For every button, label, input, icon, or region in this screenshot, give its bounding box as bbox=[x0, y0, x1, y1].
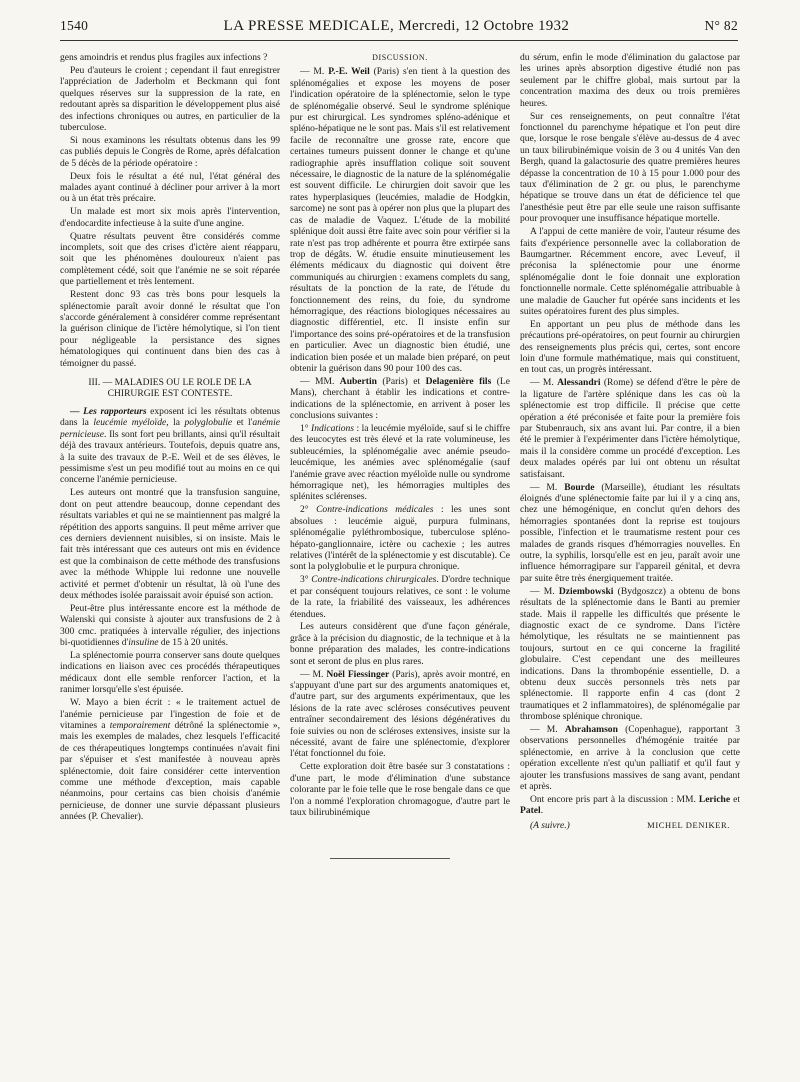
text-run: — M. bbox=[530, 724, 565, 736]
paragraph bbox=[290, 669, 510, 760]
column-1 bbox=[60, 52, 280, 1062]
section-title-line-1: III. — MALADIES OU LE ROLE DE LA bbox=[88, 376, 252, 388]
text-run: temporairement bbox=[109, 719, 171, 731]
text-run: exposent ici les résultats obtenus dans la bbox=[60, 405, 280, 429]
paragraph bbox=[290, 574, 510, 620]
article-columns bbox=[60, 52, 740, 1062]
paragraph: En apportant un peu plus de méthode dans les précautions pré-opératoires, on peut fournir au chirurgien des renseignements plus précis qui, certes, sont encore loin d'une formule mathématique, mais qui constituent, en tout cas, un progrès intéressant. bbox=[520, 318, 740, 376]
paragraph: Un malade est mort six mois après l'intervention, d'endocardite infectieuse à la suite d'une angine. bbox=[60, 206, 280, 229]
issue-number: N° 82 bbox=[704, 18, 738, 33]
speaker-name: Abrahamson bbox=[564, 724, 618, 736]
text-run: — M. bbox=[530, 585, 559, 597]
text-run: (Bydgoszcz) a obtenu de bons résultats de la splénectomie dans le Banti au premier stade. Mais il rappelle les difficultés que présente le diagnostic exact de ce syndrome. Dans l'ictère hémolytique, les résultats ne se maintiennent pas toujours, surtout en ce qui concerne la fragilité globulaire. C'est cependant une des meilleures indications. Dans la thrombopénie essentielle, D. a obtenu deux succès personnels très nets par splénectomie. Il rapporte enfin 4 cas (dont 2 traumatiques et 2 inflammatoires), de splénomégalie par thrombose splénique chronique. bbox=[520, 585, 740, 723]
text-run: (Le Mans), cherchant à établir les indications et contre-indications de la splénectomie, en arrivent à poser les conclusions suivantes : bbox=[290, 375, 510, 422]
issue-date: Mercredi, 12 Octobre 1932 bbox=[398, 18, 570, 34]
text-run: polyglobulie bbox=[184, 417, 233, 429]
text-run: — M. bbox=[300, 668, 327, 680]
paragraph bbox=[60, 697, 280, 822]
text-run: — M. bbox=[300, 66, 329, 78]
text-run: — MM. bbox=[300, 375, 340, 387]
section-title-line-2: CHIRURGIE EST CONTESTE. bbox=[107, 387, 233, 399]
paragraph: Cette exploration doit être basée sur 3 constatations : d'une part, le mode d'élimination d'une substance colorante par le foie telle que le rose bengale dans ce que l'on a nommé l'exploration chromagogue, d'autre part le taux bilirubinémique bbox=[290, 761, 510, 818]
page-header bbox=[60, 18, 738, 41]
paragraph bbox=[520, 482, 740, 585]
lead-in: — Les rapporteurs bbox=[70, 405, 147, 417]
journal-title: LA PRESSE MEDICALE, bbox=[223, 18, 395, 34]
paragraph: Sur ces renseignements, on peut connaître l'état fonctionnel du parenchyme hépatique et l'on peut dire que, lorsque le rose bengale s'élève au-dessus de 4 avec un taux bilirubinémique voisin de 3 ou 4 unités Van den Bergh, quand la galactosurie des quatre premières heures dépasse la concentration de 10 à 15 pour 1.000 pour des taux d'élimination de 2 gr. ou plus, le parenchyme hépatique se trouve dans un état de déficience tel que l'anesthésie peut être par elle seule une raison suffisante pour provoquer une insuffisance hépatique mortelle. bbox=[520, 110, 740, 225]
speaker-name: Dziembowski bbox=[558, 585, 614, 597]
text-run: (Paris) s'en tient à la question des splénomégalies et expose les moyens de poser l'indication opératoire de la splénectomie, selon le type de splénomégalie observé. Seul le syndrome splénique pur est chirurgical. Les syndromes spléno-adénique et spléno-hépatique ne le sont pas. Mais s'il est relativement facile de reconnaître une grosse rate, encore que certaines tumeurs puissent donner le change et qu'une radiographie après insufflation colique soit souvent nécessaire, le diagnostic de la nature de la splénomégalie est souvent difficile. Le chirurgien doit savoir que les rates hyperplasiques (leucémies, maladie de Hodgkin, sarcome) ne sont pas à opérer non plus que la plupart des cas de maladie de Vaquez. L'étude de la mobilité splénique doit aussi être faite avec soin pour vérifier si la rate n'est pas trop adhérente et pourra être extirpée sans trop de dégâts. W. étudie ensuite minutieusement les éléments médicaux du diagnostic qui doivent être communiqués au chirurgien : examens complets du sang, résultats de la ponction de la rate, de l'étude du fonctionnement des reins, du foie, du syndrome hémorragique, des réactions biologiques nécessaires au diagnostic différentiel, etc. Il insiste enfin sur l'importance des soins pré-opératoires et de la transfusion en particulier. Avec un diagnostic bien étudié, une indication bien posée et un malade bien préparé, on peut obtenir la guérison dans 90 pour 100 des cas. bbox=[290, 66, 510, 374]
text-run: (Paris), après avoir montré, en s'appuyant d'une part sur des arguments anatomiques et, d'autre part, sur des arguments expérimentaux, que les lésions de la rate avec scléroses consécutives peuvent entraîner secondairement des lésions dégénératives du foie suivies ou non de scléroses extensives, insiste sur la nécessité, avant de faire une splénectomie, d'explorer l'état fonctionnel du foie. bbox=[290, 668, 510, 760]
paragraph bbox=[520, 794, 740, 817]
author-signature: MICHEL DENIKER. bbox=[647, 819, 730, 830]
text-run: et bbox=[730, 794, 740, 805]
discussion-heading: DISCUSSION. bbox=[372, 53, 428, 62]
speaker-name: Patel bbox=[520, 805, 541, 817]
paragraph: Si nous examinons les résultats obtenus dans les 99 cas publiés depuis le Congrès de Rome, après défalcation de 5 décès de la période opératoire : bbox=[60, 134, 280, 169]
text-run: W. Mayo a bien écrit : « le traitement actuel de l'anémie pernicieuse par l'ingestion de foie et de vitamines a bbox=[60, 697, 280, 731]
column-3 bbox=[520, 52, 740, 1062]
paragraph: A l'appui de cette manière de voir, l'auteur résume des faits d'expérience personnelle avec la collaboration de Baumgartner. Récemment encore, avec Leveuf, il préconisa la splénectomie pour une énorme splénomégalie dont le foie donnait une exploration fonctionnelle normale. Cette splénomégalie attribuable à une maladie de Gaucher fut opérée sans incidents et les suites opératoires furent des plus simples. bbox=[520, 226, 740, 317]
text-run: — M. bbox=[530, 377, 558, 389]
text-run: Ont encore pris part à la discussion : MM. bbox=[530, 794, 699, 805]
text-run: 2° bbox=[300, 504, 317, 516]
paragraph bbox=[60, 603, 280, 649]
paragraph bbox=[520, 377, 740, 480]
text-run: Contre-indications chirurgicales bbox=[311, 574, 437, 586]
paragraph bbox=[290, 423, 510, 503]
column-2 bbox=[290, 52, 510, 1062]
paragraph bbox=[290, 504, 510, 572]
paragraph bbox=[520, 586, 740, 723]
speaker-name: Leriche bbox=[698, 794, 731, 805]
text-run: Peut-être plus intéressante encore est la méthode de Walenski qui consiste à ajouter aux transfusions de 2 à 300 cmc. pratiquées à intervalle régulier, des injections bi-quotidiennes d' bbox=[60, 602, 280, 649]
section-title bbox=[60, 377, 280, 399]
speaker-name: Bourde bbox=[564, 481, 595, 493]
text-run: . D'ordre technique et par conséquent toujours relatives, ce sont : le volume de la rate, la friabilité des vaisseaux, les adhérences étendues. bbox=[290, 574, 510, 620]
text-run: . Ils sont fort peu brillants, ainsi qu'il résultait déjà des travaux antérieurs. Toutefois, depuis quatre ans, à la suite des travaux de P.-E. Weil et de ses élèves, le pessimisme s'est un peu modifié tout au moins en ce qui concerne l'anémie pernicieuse. bbox=[60, 428, 280, 486]
paragraph: Deux fois le résultat a été nul, l'état général des malades ayant continué à décliner pour arriver à la mort ou à un état très précaire. bbox=[60, 170, 280, 205]
text-run: détrôné la splénectomie », mais les exemples de malades, chez lesquels l'efficacité de ces thérapeutiques longtemps continuées n'avait fini par s'épuiser et s'est manifestée à nouveau après splénectomie, doit faire considérer cette intervention comme une méthode d'exception, mais capable néanmoins, pour certains cas bien choisis d'anémie pernicieuse, de donner une survie dépassant plusieurs années (P. Chevalier). bbox=[60, 719, 280, 823]
text-run: . bbox=[540, 805, 544, 817]
paragraph: Peu d'auteurs le croient ; cependant il faut enregistrer l'appréciation de Jaderholm et Beckmann qui font quelques réserves sur la suppression de la rate, en redoutant après sa disparition le développement plus aisé des infections chroniques ou autres, en particulier de la tuberculose. bbox=[60, 64, 280, 133]
speaker-name: Alessandri bbox=[557, 377, 601, 389]
text-run: de 15 à 20 unités. bbox=[158, 637, 228, 649]
text-run: Contre-indications médicales bbox=[316, 504, 434, 516]
text-run: (Paris) et bbox=[376, 375, 426, 387]
to-be-continued: (A suivre.) bbox=[530, 819, 570, 831]
text-run: 1° bbox=[300, 423, 312, 434]
text-run: (Rome) se défend d'être le père de la ligature de l'artère splénique dans les cas où la splénectomie est trop difficile. Il précise que cette opération a été préconisée et faite pour la première fois par Stubenrauch, six ans avant lui. Par contre, il a bien été le premier à l'expérimenter dans l'ictère hémolytique, mais il la considère comme un procédé d'exception. Les deux malades opérés par lui ont obtenu un résultat satisfaisant. bbox=[520, 377, 740, 480]
text-run: (Copenhague), rapportant 3 observations personnelles d'hémogénie traitée par splénectomie, en arrive à la conclusion que cette opération excellente n'est qu'un palliatif et qu'il faut y ajouter les transfusions massives de sang avant, pendant et après. bbox=[520, 724, 740, 793]
paragraph: Les auteurs ont montré que la transfusion sanguine, dont on peut attendre beaucoup, donne cependant des résultats variables et qui ne se maintiennent pas malgré la répétition des apports sanguins. Il peut même arriver que ces derniers deviennent nuisibles, si on insiste. Mais le fait très intéressant que ces auteurs ont mis en évidence est que la combinaison de cette méthode des transfusions avec la méthode Whipple lui redonne une nouvelle activité et permet d'obtenir un résultat, là où l'une des deux méthodes isolée paraissait avoir épuisé son action. bbox=[60, 487, 280, 601]
text-run: : la leucémie myéloïde, sauf si le chiffre des leucocytes est très élevé et la rate volumineuse, les subleucémies, la splénomégalie avec anémie pseudo-leucémique, les anémies avec splénomégalie (sauf l'anémie grave avec réaction myéloïde nulle ou syndrome hémorragique net), les hémorragies multiples des splénites sclérenses. bbox=[290, 423, 510, 503]
text-run: 3° bbox=[300, 574, 312, 586]
paragraph bbox=[290, 376, 510, 422]
page-number: 1540 bbox=[60, 18, 89, 33]
paragraph: du sérum, enfin le mode d'élimination du galactose par les urines après absorption digestive étudié non pas seulement par le chiffre global, mais surtout par la concentration maxima des deux ou trois premières heures. bbox=[520, 52, 740, 109]
journal-title-line bbox=[224, 18, 570, 35]
text-run: et l' bbox=[232, 417, 253, 429]
text-run: anémie pernicieuse bbox=[60, 417, 280, 440]
end-rule bbox=[330, 858, 450, 859]
paragraph: Restent donc 93 cas très bons pour lesquels la splénectomie paraît avoir donné le résultat que l'on s'accorde généralement à considérer comme représentant la guérison clinique de l'ictère hémolytique, si l'on tient pour négligeable la persistance des signes hématologiques qui continuent dans bien des cas à témoigner du passé. bbox=[60, 289, 280, 369]
text-run: — M. bbox=[530, 481, 565, 493]
speaker-name: P.-E. Weil bbox=[328, 66, 370, 78]
paragraph: Quatre résultats peuvent être considérés comme incomplets, soit que des crises d'ictère aient réapparu, soit que les phénomènes douloureux n'aient pas complètement cédé, soit que l'anémie ne se soit réparée que partiellement et très lentement. bbox=[60, 230, 280, 288]
text-run: Indications bbox=[311, 423, 355, 434]
speaker-name: Delagenière fils bbox=[425, 375, 492, 387]
paragraph: La splénectomie pourra conserver sans doute quelques indications en liaison avec ces procédés thérapeutiques médicaux dont elle semble renforcer l'action, et la ranimer lorsqu'elle s'est épuisée. bbox=[60, 650, 280, 696]
speaker-name: Aubertin bbox=[339, 375, 377, 387]
paragraph bbox=[520, 724, 740, 792]
text-run: : les unes sont absolues : leucémie aiguë, purpura fulminans, splénomégalie pyléthrombosique, tuberculose spléno-hépato-ganglionnaire, ictère ou cachexie ; les autres relatives (l'intérêt de la splénectomie y est discutable). Ce sont la polyglobulie et le purpura chronique. bbox=[290, 504, 510, 573]
speaker-name: Noël Fiessinger bbox=[326, 668, 390, 680]
text-run: , la bbox=[166, 417, 185, 429]
text-run: insuline bbox=[128, 637, 159, 649]
paragraph: Les auteurs considèrent que d'une façon générale, grâce à la précision du diagnostic, de la technique et à la bonne préparation des malades, les contre-indications sont et seront de plus en plus rares. bbox=[290, 621, 510, 667]
text-run: leucémie myéloïde bbox=[93, 417, 167, 429]
paragraph: gens amoindris et rendus plus fragiles aux infections ? bbox=[60, 52, 268, 63]
paragraph bbox=[60, 406, 280, 486]
signature-line bbox=[520, 820, 740, 831]
text-run: (Marseille), étudiant les résultats éloignés d'une splénectomie faite par lui il y a cinq ans, chez une hémogénique, en conclut qu'en dehors des hémorragies spontanées dont la reprise est toujours possible, l'infection et le traumatisme restent pour ces malades de grands risques d'hémorragies nouvelles. En outre, la syphilis, lorsqu'elle est en jeu, paraît avoir une influence hémorragipare sur l'appareil génital, et devra par suite être très énergiquement traitée. bbox=[520, 481, 740, 584]
paragraph bbox=[290, 66, 510, 374]
